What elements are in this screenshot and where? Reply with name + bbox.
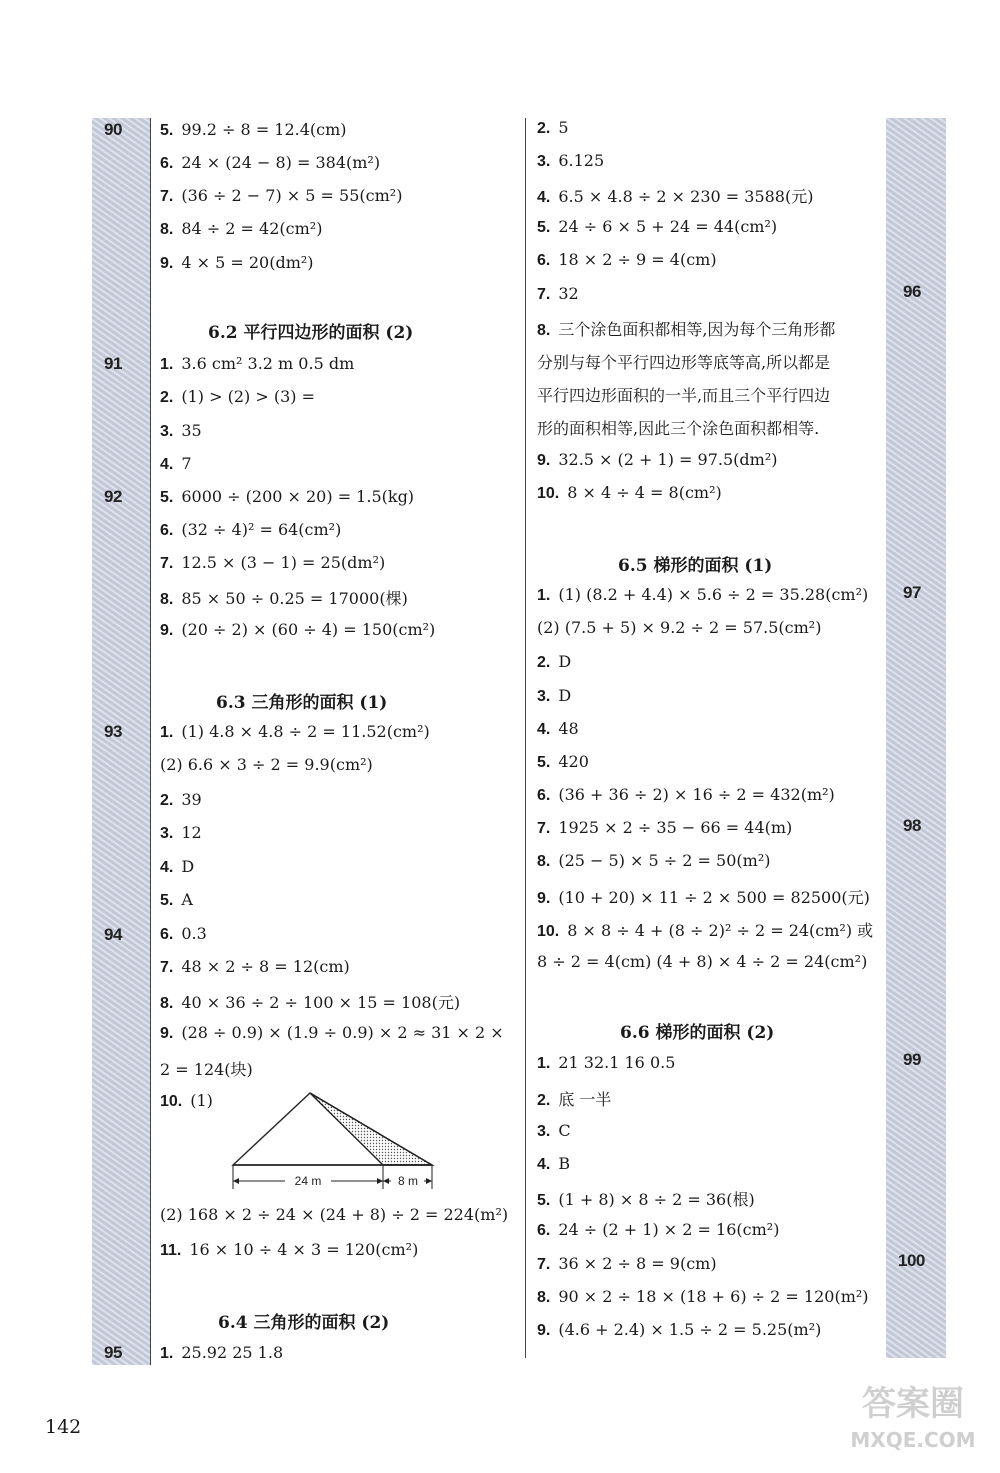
- margin-page-98: 98: [903, 816, 921, 835]
- answer-line: 9. 4 × 5 = 20(dm²): [160, 253, 314, 272]
- triangle-figure: [225, 1085, 440, 1195]
- answer-line: (2) 6.6 × 3 ÷ 2 = 9.9(cm²): [160, 755, 373, 774]
- margin-page-90: 90: [104, 120, 122, 139]
- answer-line: 8. 84 ÷ 2 = 42(cm²): [160, 219, 323, 238]
- answer-line: 8. 90 × 2 ÷ 18 × (18 + 6) ÷ 2 = 120(m²): [537, 1287, 869, 1306]
- answer-line: 8. (25 − 5) × 5 ÷ 2 = 50(m²): [537, 851, 771, 870]
- diagram-label-24m: 24 m: [294, 1174, 322, 1188]
- margin-page-96: 96: [903, 282, 921, 301]
- answer-line: (2) 168 × 2 ÷ 24 × (24 + 8) ÷ 2 = 224(m²): [160, 1205, 509, 1224]
- answer-line: 3. 12: [160, 823, 202, 842]
- margin-page-95: 95: [104, 1343, 122, 1362]
- answer-line: 分别与每个平行四边形等底等高,所以都是: [537, 353, 831, 372]
- answer-line: 3. 6.125: [537, 151, 605, 170]
- answer-line: 5. (1 + 8) × 8 ÷ 2 = 36(根): [537, 1190, 755, 1209]
- svg-text:答案圈: 答案圈: [862, 1384, 964, 1424]
- answer-line: (2) (7.5 + 5) × 9.2 ÷ 2 = 57.5(cm²): [537, 618, 822, 637]
- watermark-logo: [838, 1375, 988, 1455]
- answer-line: 6. 18 × 2 ÷ 9 = 4(cm): [537, 250, 717, 269]
- answer-line: 7. 1925 × 2 ÷ 35 − 66 = 44(m): [537, 818, 793, 837]
- answer-line: 7. 32: [537, 284, 579, 303]
- answer-line: 10. (1): [160, 1091, 213, 1110]
- answer-line: 8. 三个涂色面积都相等,因为每个三角形都: [537, 320, 836, 339]
- answer-line: 2. (1) > (2) > (3) =: [160, 387, 315, 406]
- section-heading-6-3: 6.3 三角形的面积 (1): [216, 693, 388, 713]
- answer-line: 3. 35: [160, 421, 202, 440]
- answer-line: 9. (20 ÷ 2) × (60 ÷ 4) = 150(cm²): [160, 620, 436, 639]
- answer-line: 2. D: [537, 652, 572, 671]
- answer-line: 9. (4.6 + 2.4) × 1.5 ÷ 2 = 5.25(m²): [537, 1320, 822, 1339]
- answer-line: 2. 底 一半: [537, 1090, 612, 1109]
- answer-line: 9. 32.5 × (2 + 1) = 97.5(dm²): [537, 450, 778, 469]
- section-heading-6-6: 6.6 梯形的面积 (2): [620, 1023, 775, 1043]
- answer-line: 4. D: [160, 857, 195, 876]
- answer-line: 形的面积相等,因此三个涂色面积都相等.: [537, 419, 820, 438]
- answer-line: 4. 6.5 × 4.8 ÷ 2 × 230 = 3588(元): [537, 187, 814, 206]
- margin-page-91: 91: [104, 354, 122, 373]
- answer-line: 1. 21 32.1 16 0.5: [537, 1053, 676, 1072]
- diagram-label-8m: 8 m: [397, 1174, 419, 1188]
- answer-line: 10. 8 × 8 ÷ 4 + (8 ÷ 2)² ÷ 2 = 24(cm²) 或: [537, 921, 874, 940]
- answer-line: 2. 39: [160, 790, 202, 809]
- answer-line: 6. (32 ÷ 4)² = 64(cm²): [160, 520, 342, 539]
- answer-line: 4. 48: [537, 719, 579, 738]
- margin-page-92: 92: [104, 487, 122, 506]
- answer-line: 1. (1) 4.8 × 4.8 ÷ 2 = 11.52(cm²): [160, 722, 430, 741]
- answer-line: 9. (28 ÷ 0.9) × (1.9 ÷ 0.9) × 2 ≈ 31 × 2 ×: [160, 1023, 504, 1042]
- margin-page-100: 100: [898, 1251, 925, 1270]
- margin-page-93: 93: [104, 722, 122, 741]
- margin-page-94: 94: [104, 925, 122, 944]
- answer-line: 11. 16 × 10 ÷ 4 × 3 = 120(cm²): [160, 1240, 419, 1259]
- section-heading-6-5: 6.5 梯形的面积 (1): [618, 556, 773, 576]
- answer-line: 平行四边形面积的一半,而且三个平行四边: [537, 386, 831, 405]
- margin-page-97: 97: [903, 583, 921, 602]
- answer-line: 5. A: [160, 890, 193, 909]
- answer-line: 6. 0.3: [160, 924, 207, 943]
- answer-line: 5. 6000 ÷ (200 × 20) = 1.5(kg): [160, 487, 415, 506]
- answer-line: 1. (1) (8.2 + 4.4) × 5.6 ÷ 2 = 35.28(cm²): [537, 585, 869, 604]
- answer-line: 6. 24 × (24 − 8) = 384(m²): [160, 153, 381, 172]
- answer-line: 6. (36 + 36 ÷ 2) × 16 ÷ 2 = 432(m²): [537, 785, 835, 804]
- left-column-rule: [150, 118, 151, 1365]
- answer-line: 2. 5: [537, 118, 569, 137]
- answer-line: 5. 24 ÷ 6 × 5 + 24 = 44(cm²): [537, 217, 778, 236]
- answer-line: 1. 3.6 cm² 3.2 m 0.5 dm: [160, 354, 355, 373]
- page-number: 142: [45, 1416, 82, 1438]
- answer-line: 1. 25.92 25 1.8: [160, 1343, 284, 1362]
- answer-line: 7. 12.5 × (3 − 1) = 25(dm²): [160, 553, 386, 572]
- answer-line: 5. 99.2 ÷ 8 = 12.4(cm): [160, 120, 347, 139]
- answer-line: 8. 40 × 36 ÷ 2 ÷ 100 × 15 = 108(元): [160, 993, 461, 1012]
- answer-line: 7. 48 × 2 ÷ 8 = 12(cm): [160, 957, 350, 976]
- answer-line: 3. C: [537, 1121, 571, 1140]
- right-margin-strip: [886, 118, 946, 1358]
- answer-line: 5. 420: [537, 752, 589, 771]
- section-heading-6-4: 6.4 三角形的面积 (2): [218, 1313, 390, 1333]
- answer-line: 7. 36 × 2 ÷ 8 = 9(cm): [537, 1254, 717, 1273]
- section-heading-6-2: 6.2 平行四边形的面积 (2): [208, 323, 414, 343]
- answer-line: 7. (36 ÷ 2 − 7) × 5 = 55(cm²): [160, 186, 403, 205]
- answer-line: 8 ÷ 2 = 4(cm) (4 + 8) × 4 ÷ 2 = 24(cm²): [537, 952, 868, 971]
- answer-line: 2 = 124(块): [160, 1060, 253, 1079]
- answer-line: 4. 7: [160, 454, 192, 473]
- center-column-rule: [525, 118, 526, 1358]
- answer-line: 8. 85 × 50 ÷ 0.25 = 17000(棵): [160, 589, 408, 608]
- answer-line: 3. D: [537, 686, 572, 705]
- svg-text:MXQE.COM: MXQE.COM: [850, 1428, 976, 1452]
- answer-line: 4. B: [537, 1154, 571, 1173]
- answer-line: 10. 8 × 4 ÷ 4 = 8(cm²): [537, 483, 722, 502]
- margin-page-99: 99: [903, 1050, 921, 1069]
- answer-line: 6. 24 ÷ (2 + 1) × 2 = 16(cm²): [537, 1220, 780, 1239]
- answer-line: 9. (10 + 20) × 11 ÷ 2 × 500 = 82500(元): [537, 888, 870, 907]
- triangle-diagram: [225, 1085, 440, 1199]
